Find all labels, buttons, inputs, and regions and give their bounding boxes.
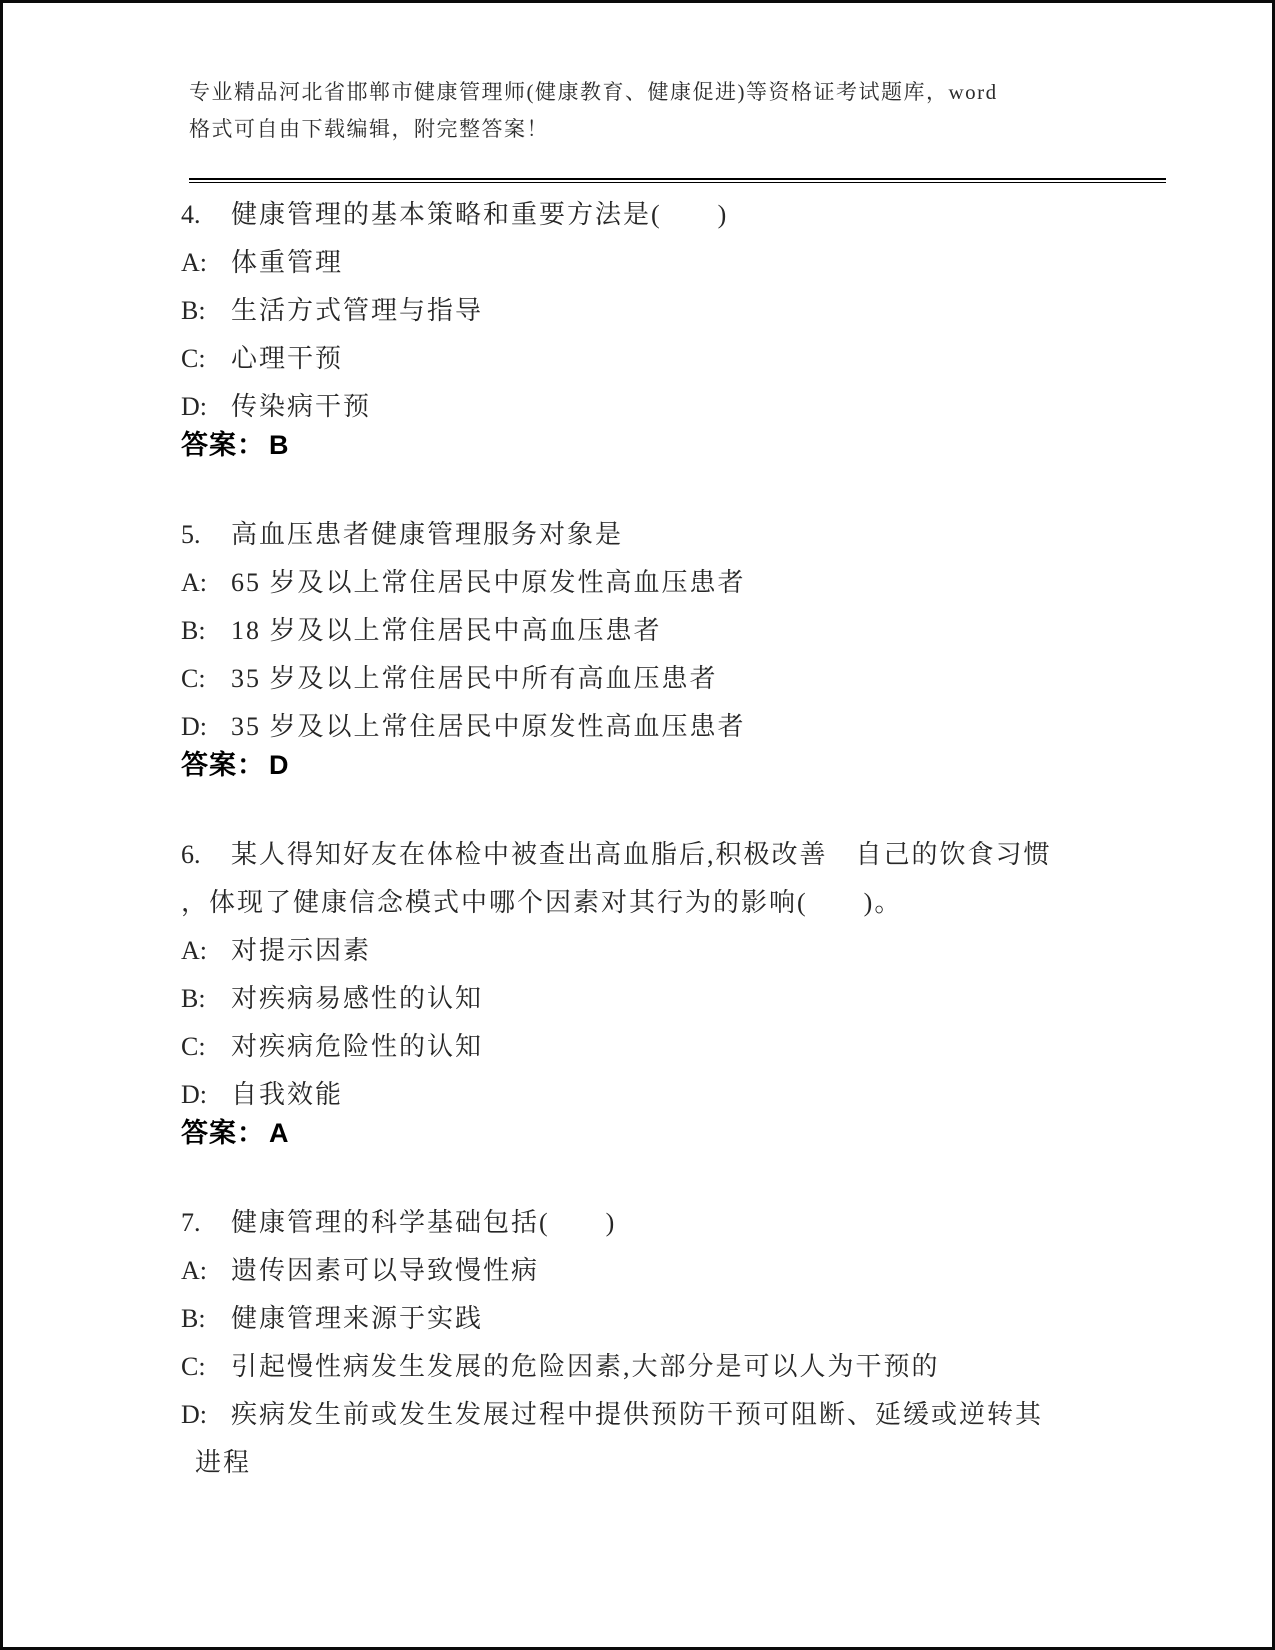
question-number: 5. (181, 520, 201, 549)
option-row (181, 1343, 1162, 1391)
option-row (181, 655, 1162, 703)
answer-label: 答案： (181, 430, 265, 460)
option-text: 心理干预 (231, 344, 344, 373)
option-row (181, 559, 1162, 607)
option-row (181, 1247, 1162, 1295)
question-stem: 健康管理的基本策略和重要方法是( ) (231, 200, 729, 229)
answer-label: 答案： (181, 750, 265, 780)
option-text: 35 岁及以上常住居民中所有高血压患者 (231, 664, 718, 693)
header-divider (189, 178, 1166, 183)
question-stem: 健康管理的科学基础包括( ) (231, 1208, 617, 1237)
answer-value: A (269, 1118, 290, 1148)
option-label: C: (181, 664, 206, 693)
option-label: D: (181, 1400, 207, 1429)
option-text: 对疾病危险性的认知 (231, 1032, 484, 1061)
option-label: A: (181, 568, 207, 597)
option-row (181, 1391, 1162, 1439)
option-row (181, 607, 1162, 655)
option-row (181, 975, 1162, 1023)
option-text: 引起慢性病发生发展的危险因素,大部分是可以人为干预的 (231, 1352, 940, 1381)
option-text: 35 岁及以上常住居民中原发性高血压患者 (231, 712, 746, 741)
option-row (181, 335, 1162, 383)
question-stem-row (181, 1199, 1162, 1247)
option-text: 遗传因素可以导致慢性病 (231, 1256, 540, 1285)
page-header (3, 74, 1272, 183)
option-label: B: (181, 1304, 206, 1333)
option-text-continuation: 进程 (195, 1448, 252, 1477)
option-text: 65 岁及以上常住居民中原发性高血压患者 (231, 568, 746, 597)
answer-label: 答案： (181, 1118, 265, 1148)
header-text-line2: 格式可自由下载编辑，附完整答案！ (189, 117, 549, 141)
option-label: D: (181, 392, 207, 421)
header-text (189, 74, 1162, 148)
option-label: A: (181, 936, 207, 965)
answer-value: B (269, 430, 290, 460)
option-row (181, 927, 1162, 975)
option-label: B: (181, 296, 206, 325)
question-stem-row (181, 831, 1162, 879)
question-number: 4. (181, 200, 201, 229)
question-block-6 (181, 831, 1162, 1157)
question-number: 7. (181, 1208, 201, 1237)
option-text: 传染病干预 (231, 392, 372, 421)
option-text: 生活方式管理与指导 (231, 296, 484, 325)
question-stem: 高血压患者健康管理服务对象是 (231, 520, 624, 549)
option-text: 健康管理来源于实践 (231, 1304, 484, 1333)
option-label: B: (181, 984, 206, 1013)
option-row (181, 239, 1162, 287)
option-row (181, 1295, 1162, 1343)
option-label: B: (181, 616, 206, 645)
option-text: 18 岁及以上常住居民中高血压患者 (231, 616, 662, 645)
question-list (181, 191, 1162, 1487)
option-row (181, 287, 1162, 335)
question-number: 6. (181, 840, 201, 869)
option-row (181, 1023, 1162, 1071)
question-stem-row (181, 511, 1162, 559)
question-block-5 (181, 511, 1162, 789)
option-text: 体重管理 (231, 248, 344, 277)
option-text: 疾病发生前或发生发展过程中提供预防干预可阻断、延缓或逆转其 (231, 1400, 1044, 1429)
option-label: C: (181, 1352, 206, 1381)
option-label: A: (181, 248, 207, 277)
option-label: C: (181, 1032, 206, 1061)
option-label: C: (181, 344, 206, 373)
question-block-4 (181, 191, 1162, 469)
question-stem-row-2: ，体现了健康信念模式中哪个因素对其行为的影响( )。 (181, 888, 903, 917)
option-text: 自我效能 (231, 1080, 344, 1109)
header-text-line1: 专业精品河北省邯郸市健康管理师(健康教育、健康促进)等资格证考试题库，word (189, 80, 998, 104)
question-block-7 (181, 1199, 1162, 1487)
answer-value: D (269, 750, 290, 780)
question-stem: 某人得知好友在体检中被查出高血脂后,积极改善 自己的饮食习惯 (231, 840, 1052, 869)
option-text: 对疾病易感性的认知 (231, 984, 484, 1013)
option-label: A: (181, 1256, 207, 1285)
option-label: D: (181, 712, 207, 741)
question-stem-row (181, 191, 1162, 239)
option-label: D: (181, 1080, 207, 1109)
option-text: 对提示因素 (231, 936, 372, 965)
